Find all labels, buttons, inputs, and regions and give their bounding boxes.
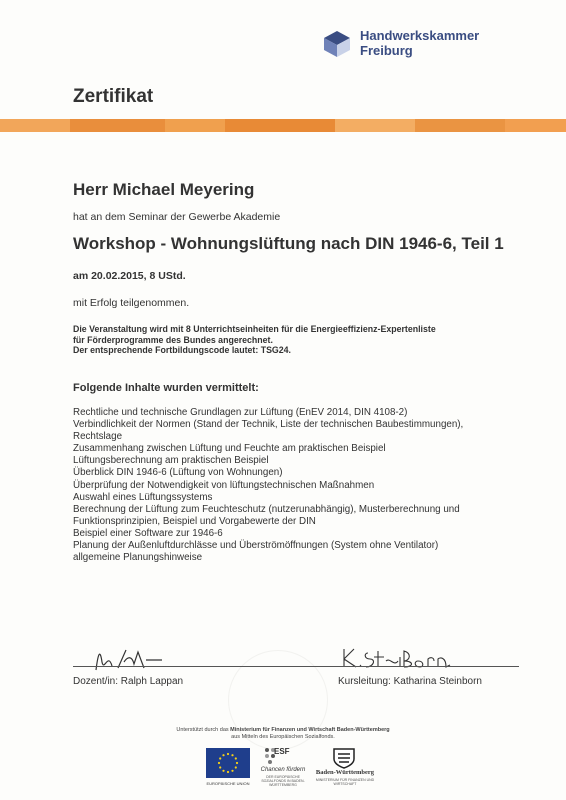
contents-item: Funktionsprinzipien, Beispiel und Vorgabewerte der DIN <box>73 515 316 527</box>
color-bar-segment <box>225 119 335 132</box>
contents-item: Überprüfung der Notwendigkeit von lüftungstechnischen Maßnahmen <box>73 479 375 491</box>
color-bar-segment <box>505 119 566 132</box>
eu-flag-icon <box>206 748 250 778</box>
color-bar-segment <box>415 119 505 132</box>
intro-text: hat an dem Seminar der Gewerbe Akademie <box>73 211 281 223</box>
color-bar-segment <box>335 119 415 132</box>
course-director-signature <box>338 645 458 673</box>
contents-item: Auswahl eines Lüftungssystems <box>73 491 213 503</box>
esf-subline: DER EUROPÄISCHE SOZIALFONDS IN BADEN-WÜRTTEMBERG <box>261 775 305 787</box>
funding-logos <box>206 745 386 795</box>
notice-line: Der entsprechende Fortbildungscode lautet: TSG24. <box>73 345 292 355</box>
hwk-logo-icon <box>322 29 352 59</box>
document-title: Zertifikat <box>73 86 154 107</box>
contents-item: Zusammenhang zwischen Lüftung und Feuchte am praktischen Beispiel <box>73 443 386 455</box>
organization-name-line2: Freiburg <box>360 43 413 58</box>
organization-logo <box>322 26 522 66</box>
contents-item: Berechnung der Lüftung zum Feuchteschutz (nutzerunabhängig), Musterberechnung und <box>73 503 460 515</box>
ministry-name: Ministerium für Finanzen und Wirtschaft Baden-Württemberg <box>230 727 390 733</box>
contents-item: Rechtliche und technische Grundlagen zur Lüftung (EnEV 2014, DIN 4108-2) <box>73 407 408 418</box>
esf-slogan: Chancen fördern <box>260 767 306 773</box>
recipient-name: Herr Michael Meyering <box>73 180 255 199</box>
contents-item: Lüftungsberechnung am praktischen Beispiel <box>73 455 269 467</box>
ministry-subline: MINISTERIUM FÜR FINANZEN UND WIRTSCHAFT <box>315 778 375 786</box>
color-bar-segment <box>70 119 165 132</box>
lecturer-signature <box>88 642 168 678</box>
completion-text: mit Erfolg teilgenommen. <box>73 297 190 309</box>
contents-list <box>73 407 523 564</box>
funding-line2: aus Mitteln des Europäischen Sozialfonds. <box>231 734 335 740</box>
notice-line: für Förderprogramme des Bundes angerechnet. <box>73 334 273 345</box>
course-date: am 20.02.2015, 8 UStd. <box>73 270 186 282</box>
accreditation-notice <box>73 324 513 356</box>
esf-label: ESF <box>274 747 290 756</box>
notice-line: Die Veranstaltung wird mit 8 Unterrichtseinheiten für die Energieeffizienz-Expertenliste <box>73 324 436 334</box>
contents-item: Planung der Außenluftdurchlässe und Überströmöffnungen (System ohne Ventilator) <box>73 540 439 552</box>
state-name: Baden-Württemberg <box>315 769 375 776</box>
contents-item: Beispiel einer Software zur 1946-6 <box>73 527 223 539</box>
signature-line <box>73 666 519 667</box>
contents-item: allgemeine Planungshinweise <box>73 552 203 564</box>
funding-line1 <box>0 727 566 734</box>
decorative-color-bar <box>0 119 566 132</box>
organization-name-line1: Handwerkskammer <box>360 28 480 43</box>
course-title: Workshop - Wohnungslüftung nach DIN 1946-6, Teil 1 <box>73 234 504 253</box>
funding-prefix: Unterstützt durch das <box>176 727 231 733</box>
contents-item: Überblick DIN 1946-6 (Lüftung von Wohnungen) <box>73 467 283 479</box>
organization-name <box>360 28 479 58</box>
eu-label: EUROPÄISCHE UNION <box>206 781 250 786</box>
lecturer-label: Dozent/in: Ralph Lappan <box>73 676 184 687</box>
contents-item: Rechtslage <box>73 431 123 443</box>
funding-notice <box>0 727 566 741</box>
baden-wuerttemberg-logo <box>310 745 380 795</box>
contents-heading: Folgende Inhalte wurden vermittelt: <box>73 382 259 394</box>
color-bar-segment <box>165 119 225 132</box>
state-crest-icon <box>332 747 356 769</box>
course-director-label: Kursleitung: Katharina Steinborn <box>338 676 482 687</box>
contents-item: Verbindlichkeit der Normen (Stand der Technik, Liste der technischen Baubestimmungen), <box>73 419 464 431</box>
color-bar-segment <box>0 119 70 132</box>
esf-logo <box>260 745 306 795</box>
